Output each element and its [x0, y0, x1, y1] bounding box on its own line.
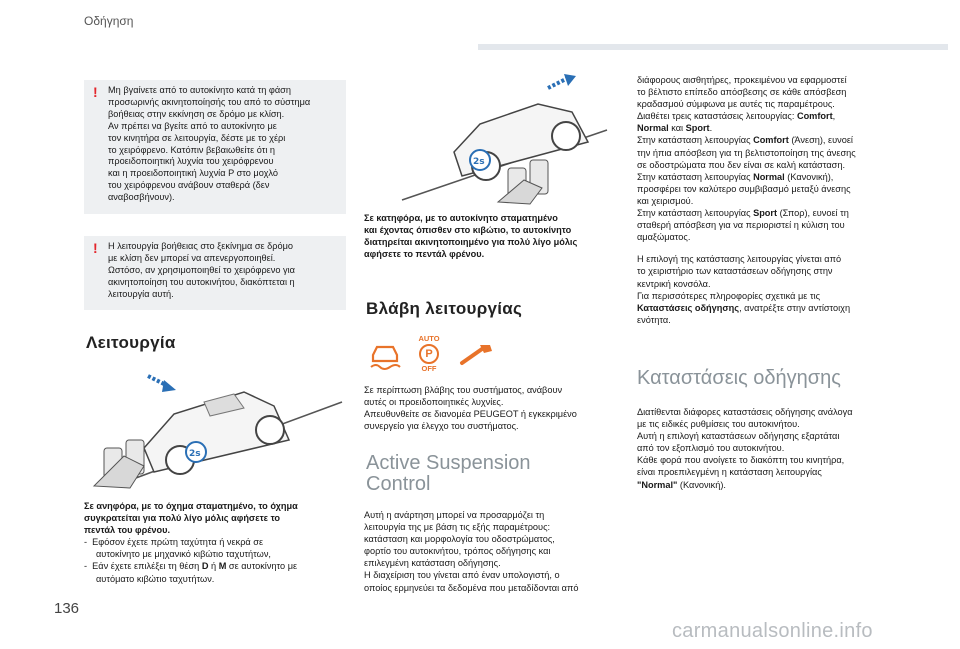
header-bar: [478, 44, 948, 50]
svg-text:2s: 2s: [189, 449, 201, 459]
warning-icon: !: [93, 84, 98, 100]
text-line: διάφορους αισθητήρες, προκειμένου να εφαρμοστεί: [637, 75, 847, 85]
text-line: συγκρατείται για πολύ λίγο μόλις αφήσετε το: [84, 513, 281, 524]
bullet-item: [84, 536, 349, 560]
text-line: [637, 110, 907, 122]
text-line: [637, 122, 907, 134]
text-line: [637, 134, 907, 146]
fault-heading: Βλάβη λειτουργίας: [366, 299, 523, 318]
text-span: (Κανονική).: [677, 479, 726, 490]
text-line: το χειριστήριο των καταστάσεων οδήγησης στην: [637, 266, 833, 277]
warning-text-1: [108, 85, 338, 204]
driving-modes-text: [637, 406, 907, 491]
text-line: [637, 479, 907, 491]
text-line: λειτουργία αυτή.: [108, 288, 174, 299]
text-line: από τον εξοπλισμό του αυτοκινήτου.: [637, 443, 785, 454]
bold-term: Comfort: [796, 111, 833, 122]
text-line: το βέλτιστο επίπεδο απόσβεσης σε κάθε απόσβεση: [637, 87, 847, 98]
text-span: , ανατρέξτε στην αντίστοιχη: [739, 302, 851, 313]
text-span: Διαθέτει τρεις καταστάσεις λειτουργίας:: [637, 111, 797, 122]
warning-box-1: [84, 80, 346, 214]
text-span: Στην κατάσταση λειτουργίας: [637, 208, 754, 219]
text-line: Η διαχείριση του γίνεται από έναν υπολογιστή, ο: [364, 570, 560, 581]
text-line: τον κινητήρα σε λειτουργία, δέστε με το χέρι: [108, 132, 286, 143]
text-span: ,: [832, 111, 836, 122]
text-line: [637, 302, 907, 314]
text-line: Σε ανηφόρα, με το όχημα σταματημένο, το όχημα: [84, 501, 298, 511]
fault-warning-lamps: [368, 335, 498, 375]
downhill-caption: [364, 212, 614, 260]
text-line: Η λειτουργία βοήθειας στο ξεκίνημα σε δρόμο: [108, 241, 294, 251]
text-line: προσωρινής ακινητοποίησής του από το σύστημα: [108, 96, 311, 107]
bold-term: Καταστάσεις οδήγησης: [637, 302, 740, 313]
text-line: φορτίο του αυτοκινήτου, τρόπος οδήγησης και: [364, 546, 551, 557]
text-span: Εάν έχετε επιλέξει τη θέση: [92, 561, 202, 572]
text-line: λειτουργία της με βάση τις εξής παραμέτρους:: [364, 522, 551, 533]
uphill-illustration: [84, 362, 346, 490]
text-span: (Άνεση), ευνοεί: [788, 135, 853, 146]
text-line: Μη βγαίνετε από το αυτοκίνητο κατά τη φάση: [108, 85, 291, 95]
operation-heading: Λειτουργία: [86, 333, 176, 352]
text-line: Σε περίπτωση βλάβης του συστήματος, ανάβουν: [364, 385, 563, 395]
uphill-bullets: [84, 536, 349, 584]
text-line: αναβοσβήνουν).: [108, 192, 175, 203]
text-line: αμαξώματος.: [637, 232, 691, 243]
text-line: κεντρική κονσόλα.: [637, 278, 711, 289]
bold-term: D: [201, 561, 209, 572]
text-line: βοήθειας στην εκκίνηση σε δρόμο με κλίση.: [108, 108, 285, 119]
driving-modes-heading: Καταστάσεις οδήγησης: [637, 367, 841, 389]
mode-selection-text: [637, 253, 907, 326]
text-line: είναι προεπιλεγμένη η κατάσταση λειτουργίας: [637, 467, 822, 478]
text-line: Αυτή η ανάρτηση μπορεί να προσαρμόζει τη: [364, 510, 545, 520]
uphill-caption: [84, 500, 349, 536]
suspension-modes-text: [637, 74, 907, 243]
suspension-fault-icon: [368, 337, 402, 371]
text-line: Απευθυνθείτε σε διανομέα PEUGEOT ή εγκεκριμένο: [364, 409, 577, 420]
text-line: και έχοντας όπισθεν στο κιβώτιο, το αυτοκίνητο: [364, 225, 572, 236]
text-line: σε οδοστρώματα που δεν είναι σε καλή κατάσταση.: [637, 159, 845, 170]
section-title: Οδήγηση: [84, 14, 134, 28]
text-line: ενότητα.: [637, 314, 671, 325]
text-span: -: [84, 561, 88, 572]
bullet-item: [84, 560, 349, 584]
text-line: Ωστόσο, αν χρησιμοποιηθεί το χειρόφρενο για: [108, 264, 295, 275]
text-line: και χειρισμού.: [637, 195, 694, 206]
text-line: με κλίση δεν μπορεί να απενεργοποιηθεί.: [108, 252, 276, 263]
text-line: κατάσταση και μορφολογία του οδοστρώματος,: [364, 534, 555, 545]
text-line: Αυτή η επιλογή καταστάσεων οδήγησης εξαρτάται: [637, 431, 840, 442]
bold-term: Sport: [753, 208, 778, 219]
text-span: (Σπορ), ευνοεί τη: [777, 208, 849, 219]
auto-p-off-icon: AUTO P OFF: [418, 334, 440, 373]
svg-text:2s: 2s: [473, 157, 485, 167]
text-line: Αν πρέπει να βγείτε από το αυτοκίνητο με: [108, 120, 277, 131]
wrench-icon: [458, 341, 494, 369]
bold-term: Normal: [753, 171, 785, 182]
text-line: [637, 207, 907, 219]
bold-term: M: [218, 561, 227, 572]
text-span: ή: [208, 561, 219, 572]
text-span: Στην κατάσταση λειτουργίας: [637, 135, 754, 146]
text-line: αφήσετε το πεντάλ φρένου.: [364, 249, 485, 260]
text-line: Για περισσότερες πληροφορίες σχετικά με τις: [637, 290, 821, 301]
bold-term: "Normal": [637, 479, 678, 490]
text-span: σε αυτοκίνητο με: [226, 561, 298, 572]
text-line: προειδοποιητική λυχνία του χειρόφρενου: [108, 156, 274, 167]
middle-column: [364, 212, 614, 260]
text-line: διατηρείται ακινητοποιημένο για πολύ λίγο μόλις: [364, 237, 578, 248]
warning-box-2: [84, 236, 346, 310]
text-line: του χειρόφρενου ανάβουν σταθερά (δεν: [108, 180, 270, 191]
text-span: και: [668, 123, 686, 134]
warning-text-2: [108, 241, 338, 301]
text-line: σταθερή απόσβεση για να περιοριστεί η κύλιση του: [637, 220, 845, 231]
text-span: αυτόματο κιβώτιο ταχυτήτων.: [96, 573, 215, 584]
text-span: Εφόσον έχετε πρώτη ταχύτητα ή νεκρά σε: [92, 537, 264, 548]
text-line: αυτές οι προειδοποιητικές λυχνίες.: [364, 397, 504, 408]
text-line: Σε κατηφόρα, με το αυτοκίνητο σταματημένο: [364, 213, 558, 223]
text-line: επιλεγμένη κατάσταση οδήγησης.: [364, 558, 501, 569]
fault-text: [364, 384, 614, 432]
text-line: οποίος ερμηνεύει τα δεδομένα που μεταδίδονται από: [364, 582, 579, 593]
text-span: αυτοκίνητο με μηχανικό κιβώτιο ταχυτήτων,: [96, 549, 271, 560]
bold-term: Sport: [685, 123, 710, 134]
text-line: πεντάλ του φρένου.: [84, 525, 171, 536]
text-line: την ήπια απόσβεση για τη βελτιστοποίηση της άνεσης: [637, 147, 856, 158]
text-line: συνεργείο για έλεγχο του συστήματος.: [364, 421, 519, 432]
text-line: ακινητοποίηση του αυτοκινήτου, διακόπτεται η: [108, 276, 295, 287]
page-number: 136: [54, 600, 80, 617]
warning-icon: !: [93, 240, 98, 256]
bold-term: Normal: [637, 123, 669, 134]
text-span: (Κανονική),: [784, 171, 834, 182]
suspension-heading: Active Suspension Control: [366, 452, 531, 495]
right-column: [637, 74, 907, 326]
text-line: το χειρόφρενο. Κατόπιν βεβαιωθείτε ότι η: [108, 144, 276, 155]
suspension-text: [364, 509, 614, 594]
left-column: [84, 500, 349, 585]
bold-term: Comfort: [753, 135, 789, 146]
watermark: carmanualsonline.info: [672, 620, 873, 642]
text-line: με τις ειδικές ρυθμίσεις του αυτοκινήτου.: [637, 419, 800, 430]
text-line: και η προειδοποιητική λυχνία P στο μοχλό: [108, 168, 278, 179]
text-span: -: [84, 537, 88, 548]
text-span: Στην κατάσταση λειτουργίας: [637, 171, 754, 182]
text-span: .: [709, 123, 713, 134]
text-line: Διατίθενται διάφορες καταστάσεις οδήγησης ανάλογα: [637, 407, 853, 417]
text-line: κραδασμού σύμφωνα με αυτές τις παραμέτρους.: [637, 99, 835, 110]
text-line: προσφέρει τον καλύτερο συμβιβασμό μεταξύ άνεσης: [637, 183, 851, 194]
downhill-illustration: [362, 72, 610, 206]
text-line: Η επιλογή της κατάστασης λειτουργίας γίνεται από: [637, 254, 842, 265]
text-line: Κάθε φορά που ανοίγετε το διακόπτη του κινητήρα,: [637, 455, 845, 466]
text-line: [637, 171, 907, 183]
